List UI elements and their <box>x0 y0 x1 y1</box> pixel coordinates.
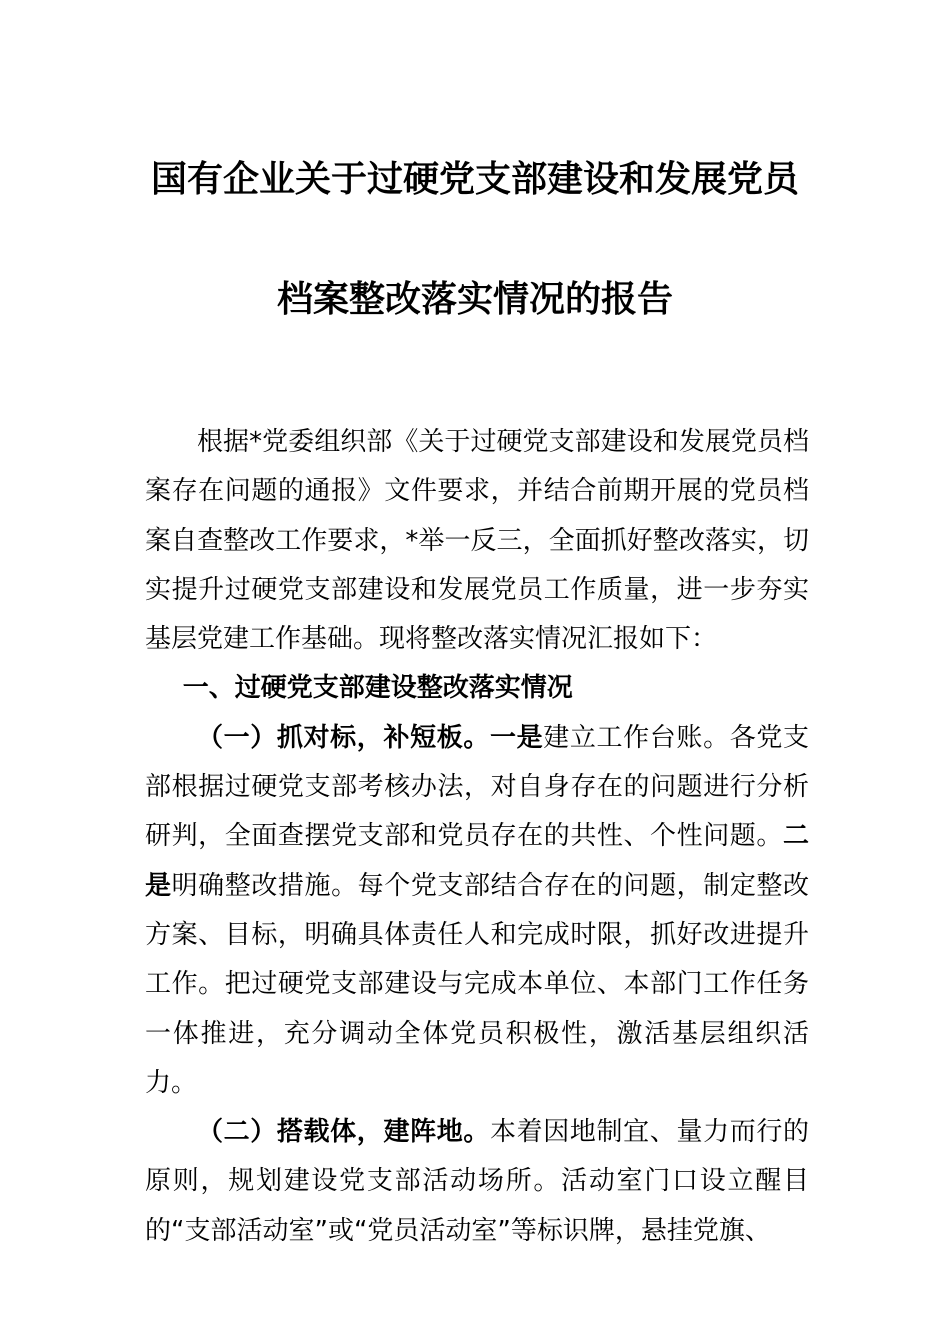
paragraph-1-second-text: 明确整改措施。每个党支部结合存在的问题，制定整改方案、目标，明确具体责任人和完成时限，抓好改进提升工作。把过硬党支部建设与完成本单位、本部门工作任务一体推进，充分调动全体党员积极性，激活基层组织活力。 <box>145 870 809 1098</box>
paragraph-2 <box>145 1108 809 1256</box>
paragraph-2-text: 本着因地制宜、量力而行的原则，规划建设党支部活动场所。活动室门口设立醒目的“支部活动室”或“党员活动室”等标识牌，悬挂党旗、 <box>145 1117 809 1246</box>
intro-paragraph: 根据*党委组织部《关于过硬党支部建设和发展党员档案存在问题的通报》文件要求，并结合前期开展的党员档案自查整改工作要求，*举一反三，全面抓好整改落实，切实提升过硬党支部建设和发展党员工作质量，进一步夯实基层党建工作基础。现将整改落实情况汇报如下： <box>145 427 809 655</box>
paragraph-1-second-label: 二是 <box>145 821 809 901</box>
document-body <box>145 418 809 1256</box>
document-title-line-2: 档案整改落实情况的报告 <box>276 279 673 320</box>
paragraph-1-label: （一）抓对标，补短板。 <box>197 722 490 753</box>
section-1-heading: 一、过硬党支部建设整改落实情况 <box>182 673 573 704</box>
document-title-line-1: 国有企业关于过硬党支部建设和发展党员 <box>150 159 799 200</box>
paragraph-1-first-text: 建立工作台账。各党支部根据过硬党支部考核办法，对自身存在的问题进行分析研判，全面查摆党支部和党员存在的共性、个性问题。 <box>145 722 809 852</box>
paragraph-1-first-label: 一是 <box>489 722 544 753</box>
paragraph-2-label: （二）搭载体，建阵地。 <box>197 1117 490 1148</box>
paragraph-1 <box>145 714 809 1108</box>
